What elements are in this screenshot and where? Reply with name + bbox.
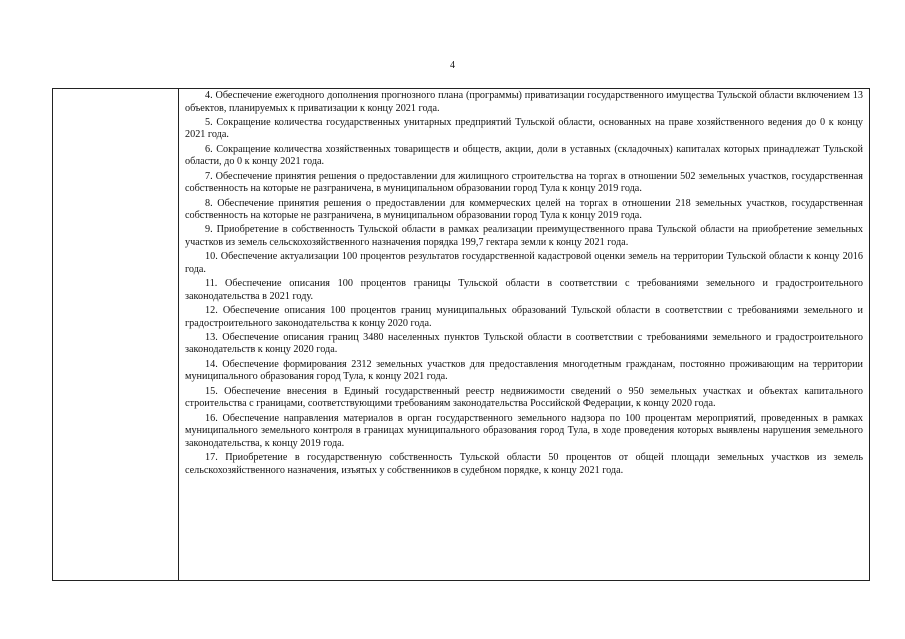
list-item: 12. Обеспечение описания 100 процентов границ муниципальных образований Тульской области в соответствии с требованиями земельного и градостроительного законодательства к концу 2020 года. — [185, 305, 863, 329]
list-item: 7. Обеспечение принятия решения о предоставлении для жилищного строительства на торгах в отношении 502 земельных участков, государственная собственность на которые не разграничена, в муниципальном образовании город Тула к концу 2019 года. — [185, 170, 863, 195]
table-right-column — [179, 89, 869, 580]
list-item: 10. Обеспечение актуализации 100 процентов результатов государственной кадастровой оценки земель на территории Тульской области к концу 2016 года. — [185, 251, 863, 275]
list-item: 5. Сокращение количества государственных унитарных предприятий Тульской области, основанных на праве хозяйственного ведения до 0 к концу 2021 года. — [185, 116, 863, 141]
list-item: 13. Обеспечение описания границ 3480 населенных пунктов Тульской области в соответствии с требованиями земельного и градостроительного законодательств к концу 2020 года. — [185, 331, 863, 356]
list-item: 16. Обеспечение направления материалов в орган государственного земельного надзора по 100 процентам мероприятий, проведенных в рамках муниципального земельного контроля в границах муниципального образования город Тула, в ходе проведения которых выявлены нарушения земельного законодательства, к концу 2019 года. — [185, 412, 863, 449]
list-item: 15. Обеспечение внесения в Единый государственный реестр недвижимости сведений о 950 земельных участках и объектах капитального строительства с границами, соответствующими требованиям законодательства Российской Федерации, к концу 2020 года. — [185, 385, 863, 410]
page-number: 4 — [450, 60, 455, 71]
list-item: 11. Обеспечение описания 100 процентов границы Тульской области в соответствии с требованиями земельного и градостроительного законодательства в 2021 году. — [185, 278, 863, 302]
list-item: 14. Обеспечение формирования 2312 земельных участков для предоставления многодетным гражданам, постоянно проживающим на территории муниципального образования город Тула, к концу 2021 года. — [185, 358, 863, 383]
document-table — [52, 88, 870, 581]
list-item: 4. Обеспечение ежегодного дополнения прогнозного плана (программы) приватизации государственного имущества Тульской области включением 13 объектов, планируемых к приватизации к концу 2021 года. — [185, 90, 863, 114]
list-item: 8. Обеспечение принятия решения о предоставлении для коммерческих целей на торгах в отношении 218 земельных участков, государственная собственность на которые не разграничена, в муниципальном образовании город Тула к концу 2019 года. — [185, 197, 863, 222]
table-left-column — [53, 89, 179, 580]
list-item: 6. Сокращение количества хозяйственных товариществ и обществ, акции, доли в уставных (складочных) капиталах которых принадлежат Тульской области, до 0 к концу 2021 года. — [185, 143, 863, 168]
list-item: 9. Приобретение в собственность Тульской области в рамках реализации преимущественного права Тульской области на приобретение земельных участков из земель сельскохозяйственного назначения порядка 199,7 гектара земли к концу 2021 года. — [185, 224, 863, 248]
list-item: 17. Приобретение в государственную собственность Тульской области 50 процентов от общей площади земельных участков из земель сельскохозяйственного назначения, изъятых у собственников в судебном порядке, к концу 2021 года. — [185, 451, 863, 476]
